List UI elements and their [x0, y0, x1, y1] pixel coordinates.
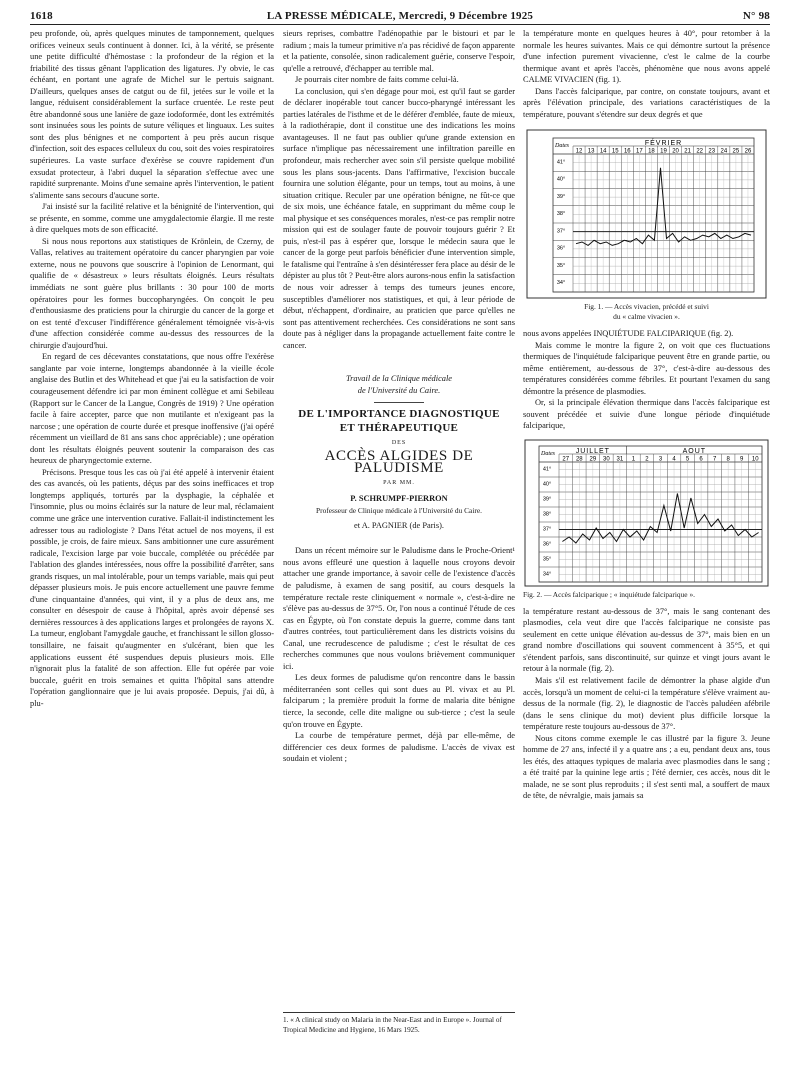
temp-label: 36° [542, 541, 552, 548]
paragraph: peu profonde, où, après quelques minutes de tamponnement, quelques orifices veineux seuls continuent à donner. Ici, à la vérité, se présente une petite difficulté d'hémostase : la profondeur de la région et la friabilité des tissus gênant l'application des ligatures. J'y obvie, le cas échéant, en portant une agrafe de Michel sur le pertuis saignant. D'ailleurs, quelques anses de catgut ou de fil, jetées sur le voile et la langue, réduisent considérablement la surface cruentée. Le reste peut être abandonné sous une lanière de gaze iodoformée, dont les extrémités sont insinuées sous les points de suture véliques et linguaux. Les suites sont des plus bénignes et ne comportent à peu près aucun risque d'infection, soit des espaces celluleux du cou, soit des voies respiratoires supérieures. La vaste surface d'exérèse se couvre rapidement d'un exsudat protecteur, à l'abri duquel la séparation s'effectue avec une rapidité surprenante. Moins d'une semaine après l'intervention, le patient s'alimente sans secours d'aucune sorte. [30, 29, 274, 200]
day-label: 28 [575, 456, 583, 463]
page-number: 1618 [30, 10, 53, 22]
paragraph: Dans l'accès falciparique, par contre, on constate toujours, avant et après l'élévation principale, des variations caractéristiques de la température, pouvant s'étendre sur deux degrés et que [523, 86, 770, 119]
article-title-line-2: ET THÉRAPEUTIQUE [339, 421, 459, 434]
temp-label: 37° [542, 526, 552, 533]
figure-2-temperature-chart [523, 438, 770, 588]
temp-label: 34° [542, 571, 552, 578]
footnote: 1. « A clinical study on Malaria in the Near-East and in Europe ». Journal of Tropical Medicine and Hygiene, 16 Mars 1925. [283, 1012, 515, 1035]
day-label: 9 [740, 456, 744, 463]
day-label: 13 [587, 148, 595, 155]
column-2 [283, 28, 515, 765]
article-title-line-1: DE L'IMPORTANCE DIAGNOSTIQUE [298, 408, 500, 421]
title-divider [374, 402, 424, 403]
day-label: 22 [696, 148, 704, 155]
day-label: 6 [699, 456, 703, 463]
day-label: 3 [658, 456, 663, 463]
day-label: 17 [636, 148, 643, 155]
paragraph: Si nous nous reportons aux statistiques de Krönlein, de Czerny, de Vallas, relatives au traitement opératoire du cancer pharyngien par voie externe, nous ne pouvons que souscrire à l'opinion de Lenormant, qui qualifie de « désastreux » leurs résultats éloignés. Leurs résultats immédiats ne sont guère plus brillants : 30 pour 100 de morts opératoires pour les formes buccopharyngées. On conçoit le peu d'enthousiasme des praticiens pour la chirurgie du cancer de la gorge et on est tenté d'excuser l'indifférence généralement témoignée vis-à-vis d'une affection considérée comme au-dessus des ressources de la chirurgie d'aujourd'hui. [30, 236, 274, 350]
article-title-des: DES [391, 439, 407, 446]
paragraph: Dans un récent mémoire sur le Paludisme dans le Proche-Orient¹ nous avons effleuré une question à laquelle nous croyons devoir attacher une grande importance, à savoir celle de l'existence d'accès de paludisme, à examen de sang positif, au cours desquels la température rectale reste cliniquement « normale », c'est-à-dire ne s'élève pas au-dessus de 37°5. Or, l'on nous a continué l'étude de ces cas en Égypte, où l'on constate depuis la guerre, comme dans tant d'autres contrées, tout particulièrement dans les districts voisins du Canal, une recrudescence de paludisme ; c'est le résultat de ces recherches communes que nous voulons brièvement communiquer ici. [283, 546, 515, 671]
month-label: AOUT [682, 447, 707, 455]
paragraph: Or, si la principale élévation thermique dans l'accès falciparique est souvent précédée et suivie d'une longue période d'inquiétude falciparique, [523, 398, 770, 431]
day-label: 29 [589, 456, 597, 463]
header-rule [30, 24, 770, 25]
paragraph: la température restant au-dessous de 37°, mais le sang contenant des plasmodies, cela veut dire que l'accès falciparique ne consiste pas seulement en cette unique élévation au-dessus de 37°, mais bien en un grand nombre d'oscillations qui souvent commencent à 35°5, et qui s'étendent parfois, sans discontinuité, sur quinze et vingt jours avant le retour à la normale (fig. 2). [523, 606, 770, 674]
author-1-affiliation: Professeur de Clinique médicale à l'Université du Caire. [316, 506, 482, 516]
article-main-title: ACCÈS ALGIDES DE PALUDISME [324, 448, 474, 476]
day-label: 27 [562, 456, 570, 463]
journal-title-date: LA PRESSE MÉDICALE, Mercredi, 9 Décembre 1925 [266, 10, 534, 22]
issue-number: N° 98 [742, 10, 770, 22]
temp-label: 35° [542, 556, 552, 563]
figure-1-caption-line-2: du « calme vivacien ». [613, 312, 680, 322]
day-label: 19 [660, 148, 667, 155]
day-label: 5 [685, 456, 690, 463]
day-label: 16 [623, 148, 631, 155]
paragraph: La courbe de température permet, déjà par elle-même, de différencier ces deux formes de paludisme. L'accès de vivax est soudain et violent ; [283, 731, 515, 764]
day-label: 24 [720, 148, 728, 155]
month-label: FÉVRIER [644, 140, 683, 148]
dates-corner-label: Dates [541, 450, 555, 457]
temp-label: 41° [542, 466, 552, 473]
paragraph: Précisons. Presque tous les cas où j'ai été appelé à intervenir étaient des cas avancés, où les patients, déçus par des soins inefficaces et trop longtemps appliqués, torturés par la dysphagie, la céphalée et l'insomnie, plus ou moins éclairés sur la nature de leur mal, réclamaient comme une grâce une intervention curative. Fallait-il indistinctement les adresser tous au radiologiste ? Dans l'état actuel de nos moyens, il est possible, je crois, de faire mieux. Sans ambitionner une cure assurément radicale, l'excision large par voie buccale, complétée ou précédée par l'ablation des glandes intéressées, nous offre la possibilité d'arrêter, sans grands risques, un mal intolérable, pour un temps variable, mais qui peut dépasser plusieurs mois. Je puis encore actuellement une pauvre femme d'une cinquantaine d'années, qui vint, il y a plus de deux ans, me consulter en désespoir de cause à l'hôpital, après avoir dépensé ses dernières ressources à des applications larges et prolongées de rayons X. La tumeur, englobant l'amygdale gauche, et franchissant le sillon glosso-tonsillaire, ne faisait qu'augmenter en s'ulcérant, bien que les applications eussent été suspendues depuis plusieurs mois. Elle n'ignorait plus la fatalité de son affection. Elle fut opérée par voie buccale, guérit en trois semaines et quitta l'hôpital sans attendre l'opération ganglionnaire que je lui avais proposée. Depuis, j'ai dû, à plu- [30, 467, 274, 708]
month-label: JUILLET [575, 447, 610, 455]
day-label: 8 [726, 456, 730, 463]
day-label: 25 [732, 148, 740, 155]
column-1 [30, 28, 274, 709]
day-label: 30 [603, 456, 610, 463]
day-label: 7 [712, 456, 717, 463]
temp-label: 39° [556, 194, 566, 201]
institution-line-2: de l'Université du Caire. [357, 385, 441, 395]
day-label: 4 [672, 456, 676, 463]
day-label: 2 [645, 456, 649, 463]
paragraph: nous avons appelées INQUIÉTUDE FALCIPARIQUE (fig. 2). [523, 328, 734, 338]
day-label: 21 [684, 148, 691, 155]
institution-line [283, 373, 515, 396]
figure-1-temperature-chart [523, 128, 770, 300]
day-label: 1 [631, 456, 636, 463]
paragraph: la température monte en quelques heures à 40°, pour retomber à la normale les heures suivantes. Mais ce qui démontre surtout la présence d'une infection purement vivacienne, c'est le calme de la courbe thermique avant et après l'accès, phénomène que nous avons appelé CALME VIVACIEN (fig. 1). [523, 29, 770, 85]
day-label: 10 [751, 456, 759, 463]
day-label: 26 [744, 148, 752, 155]
author-2: et A. PAGNIER (de Paris). [354, 520, 444, 530]
figure-2-caption: Fig. 2. — Accès falciparique ; « inquiétude falciparique ». [523, 589, 695, 599]
day-label: 31 [616, 456, 624, 463]
paragraph: Les deux formes de paludisme qu'on rencontre dans le bassin méditerranéen sont celles qui sont dues au Pl. vivax et au Pl. falciparum ; la première produit la forme de malaria dite bénigne tierce, la seconde, celle dite maligne ou sub-tierce ; c'est la seule qu'on trouve en Égypte. [283, 673, 515, 729]
temp-label: 36° [556, 246, 566, 253]
byline-par: PAR MM. [383, 480, 415, 487]
institution-line-1: Travail de la Clinique médicale [345, 374, 453, 384]
temp-label: 39° [542, 496, 552, 503]
paragraph: En regard de ces décevantes constatations, que nous offre l'exérèse sanglante par voie interne, longtemps abandonnée à la vieille école anglaise des Butlin et des Whitehead et que j'ai eu la satisfaction de voir courageusement défendre ici par mon éminent collègue et ami Sebileau (Rapport sur le Cancer de la Langue, Congrès de 1919) ? Une opération facile à faire accepter, parce que non mutilante et n'exigeant pas la narcose ; une opération de courte durée et presque inoffensive (j'ai opéré récemment un vieillard de 81 ans sans choc appréciable) ; une opération dont les résultats éloignés peuvent soutenir la comparaison des cas heureux de pharyngectomie externe. [30, 352, 274, 466]
author-1: P. SCHRUMPF-PIERRON [350, 493, 448, 503]
temp-label: 35° [556, 263, 566, 270]
paragraph: Nous citons comme exemple le cas illustré par la figure 3. Jeune homme de 27 ans, infecté il y a quatre ans ; a eu, pendant deux ans, tous les étés, des attaques typiques de malaria avec plasmodies dans le sang ; a été traité par la quinine lege artis ; l'été dernier, ces accès, nous dit le malade, ne se sont plus reproduits ; il s'est senti mal, a souffert de maux de tête, de névralgie, mais jamais sa [523, 733, 770, 801]
temp-label: 38° [542, 511, 552, 518]
day-label: 18 [648, 148, 655, 155]
temp-label: 38° [556, 211, 566, 218]
figure-1-caption [523, 302, 770, 322]
paragraph: Mais s'il est relativement facile de démontrer la phase algide d'un accès, lorsqu'à un moment de celui-ci la température s'élève vraiment au-dessus de la normale (fig. 2), le diagnostic de l'accès paludéen afébrile (dans le sens clinique du mot) devient plus difficile lorsque la température reste toujours au-dessous de 37°. [523, 675, 770, 732]
paragraph: J'ai insisté sur la facilité relative et la bénignité de l'intervention, qui se présente, en somme, comme une amygdalectomie élargie. Il me reste à dire quelques mots de son efficacité. [30, 202, 274, 235]
day-label: 15 [611, 148, 619, 155]
day-label: 20 [672, 148, 679, 155]
temp-label: 34° [556, 280, 566, 287]
temp-label: 41° [556, 159, 566, 166]
day-label: 12 [575, 148, 583, 155]
figure-1-caption-line-1: Fig. 1. — Accès vivacien, précédé et suivi [584, 302, 709, 312]
dates-corner-label: Dates [555, 143, 569, 150]
temp-label: 40° [556, 177, 566, 184]
paragraph: sieurs reprises, combattre l'adénopathie par le bistouri et par le radium ; mais la tumeur primitive n'a pas récidivé de façon apparente et la patiente, consolée, sinon radicalement guérie, conserve l'espoir, qu'elle a retrouvé, d'échapper au terrible mal. [283, 29, 515, 73]
day-label: 14 [599, 148, 607, 155]
column-3 [523, 28, 770, 802]
paragraph: Mais comme le montre la figure 2, on voit que ces fluctuations thermiques de l'inquiétude falciparique peuvent être en grande partie, ou même entièrement, au-dessous de 37°, c'est-à-dire au-dessous des températures considérées comme fébriles. Et pourtant l'examen du sang démontre la présence de plasmodies. [523, 340, 770, 396]
paragraph: Je pourrais citer nombre de faits comme celui-là. [295, 75, 459, 85]
temp-label: 37° [556, 228, 566, 235]
paragraph: La conclusion, qui s'en dégage pour moi, est qu'il faut se garder de déclarer inopérable tout cancer bucco-pharyngé intéressant les parties latérales de l'isthme et de le déférer d'emblée, faute de mieux, à la radiothérapie, dont il constitue une des indications les moins avantageuses. Il ne faut pas oublier qu'une grande extension en surface n'implique pas nécessairement une infiltration pareille en profondeur, mais rechercher avec soin s'il persiste quelque mobilité sous les plans sous-jacents. Dans l'affirmative, l'excision buccale fournira une solution élégante, pour un temps, tout au moins, à une situation critique. Reculer par une opération bénigne, ne fût-ce que de six mois, une échéance fatale, en supprimant du même coup le mal physique et ses conséquences morales, n'est-ce pas remplir notre mission qui est de soulager faute de pouvoir toujours guérir ? Et puis, n'est-il pas à espérer que, lorsque le médecin saura que le cancer de la gorge peut parfois bénéficier d'une intervention simple, le fatalisme qui l'entraîne à s'en désintéresser fera place au désir de le dépister au plus tôt ? Peut-être alors aurons-nous enfin la satisfaction de nous voir adresser à temps des tumeurs jeunes encore, susceptibles d'améliorer nos statistiques, et qui, à leur période de début, n'échappent, d'ordinaire, au praticien que parce qu'elles ne sont pas attentivement recherchées. Ces considérations ne sont sans doute pas à négliger dans la propagande actuellement faite contre le cancer. [283, 86, 515, 350]
temp-label: 40° [542, 481, 552, 488]
day-label: 23 [708, 148, 716, 155]
